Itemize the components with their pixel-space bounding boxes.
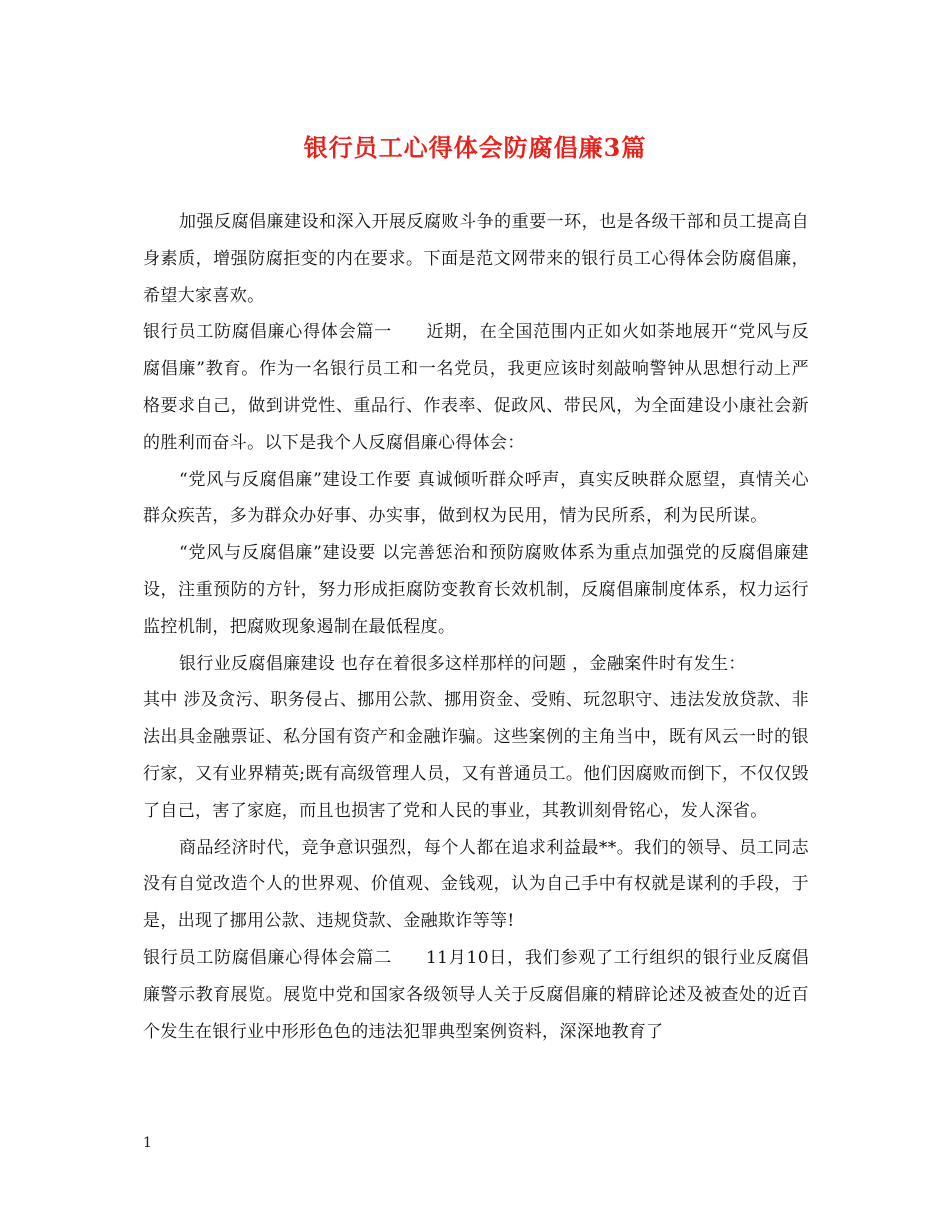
intro-paragraph: 加强反腐倡廉建设和深入开展反腐败斗争的重要一环，也是各级干部和员工提高自身素质，增强防腐拒变的内在要求。下面是范文网带来的银行员工心得体会防腐倡廉，希望大家喜欢。 — [143, 212, 809, 306]
section-one-text: 近期，在全国范围内正如火如荼地展开“党风与反腐倡廉”教育。作为一名银行员工和一名党员，我更应该时刻敲响警钟从思想行动上严格要求自己，做到讲党性、重品行、作表率、促政风、带民风，为全面建设小康社会新的胜利而奋斗。以下是我个人反腐倡廉心得体会： — [143, 322, 810, 453]
section-two-heading: 银行员工防腐倡廉心得体会篇二 — [143, 947, 392, 968]
document-body — [143, 204, 809, 1050]
section-two-text: 11月10日，我们参观了工行组织的银行业反腐倡廉警示教育展览。展览中党和国家各级领导人关于反腐倡廉的精辟论述及被查处的近百个发生在银行业中形形色色的违法犯罪典型案例资料，深深地教育了 — [143, 947, 809, 1042]
paragraph-commodity-economy: 商品经济时代，竞争意识强烈，每个人都在追求利益最**。我们的领导、员工同志没有自觉改造个人的世界观、价值观、金钱观，认为自己手中有权就是谋利的手段，于是，出现了挪用公款、违规贷款、金融欺诈等等! — [143, 837, 809, 932]
paragraph-prevention-system: “党风与反腐倡廉”建设要 以完善惩治和预防腐败体系为重点加强党的反腐倡廉建设，注重预防的方针，努力形成拒腐防变教育长效机制，反腐倡廉制度体系，权力运行监控机制，把腐败现象遏制在最低程度。 — [143, 543, 809, 637]
section-one-heading: 银行员工防腐倡廉心得体会篇一 — [143, 322, 393, 343]
paragraph-banking-cases: 其中 涉及贪污、职务侵占、挪用公款、挪用资金、受贿、玩忽职守、违法发放贷款、非法出具金融票证、私分国有资产和金融诈骗。这些案例的主角当中，既有风云一时的银行家，又有业界精英;既有高级管理人员，又有普通员工。他们因腐败而倒下，不仅仅毁了自己，害了家庭，而且也损害了党和人民的事业，其教训刻骨铭心，发人深省。 — [143, 690, 809, 821]
document-title: 银行员工心得体会防腐倡廉3篇 — [303, 133, 647, 162]
paragraph-banking-issues: 银行业反腐倡廉建设 也存在着很多这样那样的问题 ，金融案件时有发生： — [179, 653, 746, 674]
section-two-paragraph — [143, 940, 809, 1050]
paragraph-listen-to-masses: “党风与反腐倡廉”建设工作要 真诚倾听群众呼声，真实反映群众愿望，真情关心群众疾苦，多为群众办好事、办实事，做到权为民用，情为民所系，利为民所谋。 — [143, 469, 809, 527]
section-one-paragraph — [143, 314, 809, 461]
page-number: 1 — [143, 1135, 152, 1151]
